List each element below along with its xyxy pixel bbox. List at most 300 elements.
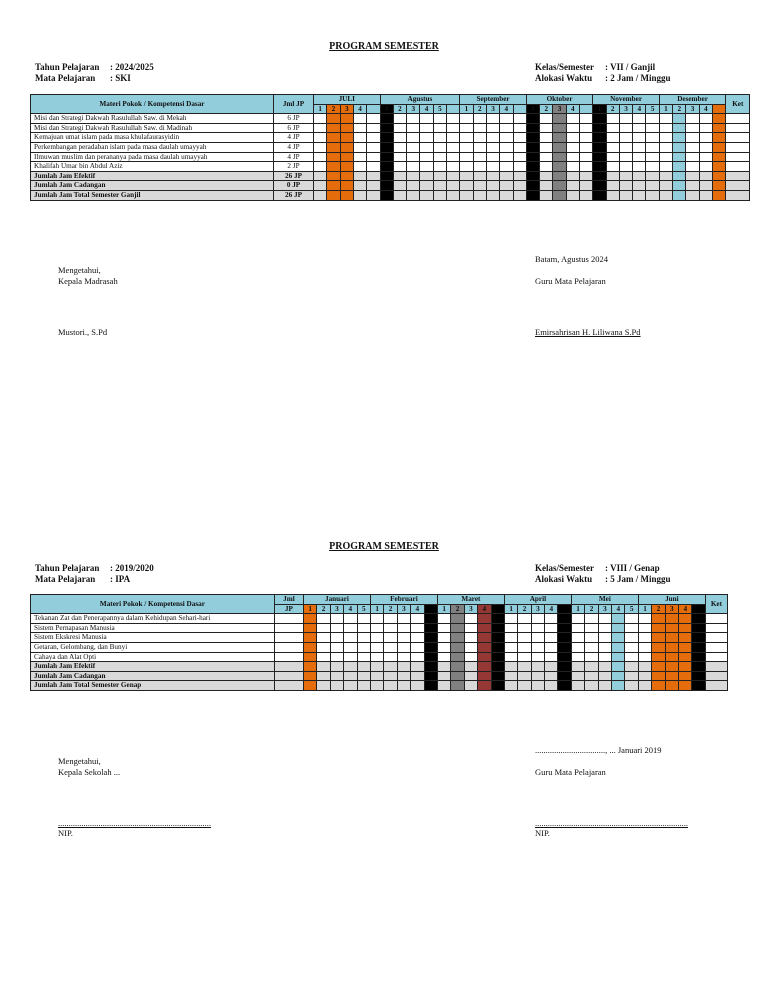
week-cell	[652, 642, 665, 652]
week-cell	[652, 662, 665, 672]
week-cell	[500, 152, 513, 162]
week-cell	[571, 662, 584, 672]
week-cell	[545, 662, 558, 672]
week-cell	[713, 171, 726, 181]
week-cell	[699, 181, 712, 191]
materi-cell: Misi dan Strategi Dakwah Rasulullah Saw. di Mekah	[31, 114, 274, 124]
week-header: 3	[598, 604, 611, 614]
week-cell	[579, 181, 592, 191]
week-cell	[451, 662, 464, 672]
week-cell	[407, 133, 420, 143]
week-cell	[464, 614, 477, 624]
week-cell	[327, 152, 340, 162]
kelas-label: Kelas/Semester	[535, 563, 594, 573]
week-cell	[598, 671, 611, 681]
week-cell	[553, 114, 566, 124]
jp-cell	[274, 642, 303, 652]
week-cell	[518, 681, 531, 691]
week-cell	[330, 662, 343, 672]
week-cell	[411, 633, 424, 643]
week-cell	[638, 623, 651, 633]
week-cell	[598, 681, 611, 691]
week-cell	[491, 633, 504, 643]
week-cell	[540, 123, 553, 133]
week-cell	[353, 133, 366, 143]
week-cell	[317, 662, 330, 672]
week-cell	[500, 123, 513, 133]
week-cell	[625, 671, 638, 681]
week-cell	[526, 114, 539, 124]
week-header: 1	[638, 604, 651, 614]
table-row	[31, 162, 750, 172]
jp-cell	[274, 652, 303, 662]
ket-cell	[705, 614, 727, 624]
week-cell	[526, 123, 539, 133]
week-cell	[393, 133, 406, 143]
week-header	[713, 104, 726, 114]
week-cell	[566, 133, 579, 143]
week-cell	[327, 190, 340, 200]
week-cell	[619, 142, 632, 152]
week-cell	[317, 623, 330, 633]
month-header: Juni	[638, 595, 705, 605]
week-cell	[370, 681, 383, 691]
week-cell	[713, 133, 726, 143]
week-header: 1	[314, 104, 327, 114]
week-cell	[545, 633, 558, 643]
week-cell	[625, 642, 638, 652]
week-cell	[367, 142, 380, 152]
week-cell	[612, 662, 625, 672]
week-cell	[646, 171, 659, 181]
week-cell	[513, 114, 526, 124]
week-cell	[504, 662, 517, 672]
week-cell	[686, 142, 699, 152]
doc2-place-date: ................................., ... Januari 2019	[535, 745, 662, 755]
week-header: 2	[585, 604, 598, 614]
alokasi-label: Alokasi Waktu	[535, 73, 593, 83]
week-cell	[357, 681, 370, 691]
week-cell	[513, 152, 526, 162]
week-cell	[553, 190, 566, 200]
week-cell	[571, 681, 584, 691]
week-cell	[593, 181, 606, 191]
week-cell	[558, 633, 571, 643]
week-header: 5	[433, 104, 446, 114]
materi-cell: Sistem Pernapasan Manusia	[31, 623, 275, 633]
week-header: 1	[526, 104, 539, 114]
week-cell	[545, 623, 558, 633]
week-cell	[340, 181, 353, 191]
ket-cell	[705, 671, 727, 681]
week-cell	[638, 652, 651, 662]
month-header: Agustus	[380, 95, 460, 105]
week-cell	[518, 633, 531, 643]
week-cell	[384, 652, 397, 662]
week-cell	[571, 642, 584, 652]
week-cell	[526, 171, 539, 181]
week-cell	[545, 652, 558, 662]
week-cell	[473, 181, 486, 191]
week-cell	[437, 614, 450, 624]
table-row	[31, 114, 750, 124]
doc1-info-left	[35, 62, 154, 84]
week-header: 5	[646, 104, 659, 114]
week-cell	[314, 171, 327, 181]
week-cell	[317, 652, 330, 662]
week-cell	[692, 623, 705, 633]
doc1-info-right	[535, 62, 671, 84]
week-header: 1	[303, 604, 316, 614]
week-cell	[713, 114, 726, 124]
week-cell	[460, 123, 473, 133]
week-cell	[500, 181, 513, 191]
week-cell	[486, 152, 499, 162]
week-cell	[598, 623, 611, 633]
week-cell	[424, 671, 437, 681]
week-cell	[699, 171, 712, 181]
week-cell	[473, 142, 486, 152]
week-cell	[692, 614, 705, 624]
week-cell	[303, 652, 316, 662]
week-cell	[491, 681, 504, 691]
week-cell	[531, 662, 544, 672]
week-cell	[646, 142, 659, 152]
week-cell	[553, 152, 566, 162]
week-cell	[380, 162, 393, 172]
week-cell	[411, 662, 424, 672]
week-cell	[558, 681, 571, 691]
week-cell	[513, 123, 526, 133]
week-cell	[598, 614, 611, 624]
week-cell	[317, 642, 330, 652]
week-cell	[407, 171, 420, 181]
week-cell	[340, 162, 353, 172]
week-cell	[420, 114, 433, 124]
week-cell	[464, 652, 477, 662]
materi-cell: Tekanan Zat dan Penerapannya dalam Kehidupan Sehari-hari	[31, 614, 275, 624]
week-cell	[353, 152, 366, 162]
week-cell	[353, 162, 366, 172]
week-cell	[330, 681, 343, 691]
week-cell	[625, 662, 638, 672]
week-cell	[407, 114, 420, 124]
week-cell	[407, 162, 420, 172]
week-cell	[553, 162, 566, 172]
week-cell	[679, 623, 692, 633]
week-cell	[314, 181, 327, 191]
week-cell	[665, 614, 678, 624]
ket-cell	[705, 662, 727, 672]
week-cell	[625, 623, 638, 633]
week-cell	[633, 152, 646, 162]
week-cell	[646, 190, 659, 200]
week-cell	[504, 623, 517, 633]
week-cell	[699, 114, 712, 124]
month-header: Oktober	[526, 95, 592, 105]
week-header	[491, 604, 504, 614]
week-header	[692, 604, 705, 614]
week-cell	[460, 181, 473, 191]
week-cell	[370, 623, 383, 633]
week-cell	[327, 114, 340, 124]
week-header: 3	[686, 104, 699, 114]
week-cell	[437, 642, 450, 652]
tahun-label: Tahun Pelajaran	[35, 62, 100, 72]
week-cell	[619, 171, 632, 181]
week-cell	[380, 190, 393, 200]
week-header: 4	[500, 104, 513, 114]
week-cell	[513, 162, 526, 172]
week-cell	[679, 652, 692, 662]
week-header: 1	[460, 104, 473, 114]
month-header: November	[593, 95, 660, 105]
week-cell	[397, 623, 410, 633]
week-cell	[420, 190, 433, 200]
week-cell	[659, 123, 672, 133]
week-cell	[566, 181, 579, 191]
materi-cell: Ilmuwan muslim dan perananya pada masa daulah umayyah	[31, 152, 274, 162]
mapel-value: : IPA	[110, 574, 131, 584]
week-cell	[540, 181, 553, 191]
week-cell	[327, 181, 340, 191]
week-cell	[673, 181, 686, 191]
week-cell	[397, 671, 410, 681]
week-cell	[673, 142, 686, 152]
week-cell	[619, 162, 632, 172]
week-cell	[317, 633, 330, 643]
week-cell	[593, 123, 606, 133]
week-cell	[606, 142, 619, 152]
week-header: 2	[327, 104, 340, 114]
week-cell	[424, 633, 437, 643]
jp-cell: 4 JP	[274, 152, 314, 162]
week-cell	[659, 171, 672, 181]
week-cell	[314, 152, 327, 162]
week-cell	[344, 633, 357, 643]
week-header: 4	[679, 604, 692, 614]
week-cell	[692, 681, 705, 691]
week-cell	[713, 181, 726, 191]
week-cell	[566, 190, 579, 200]
week-header: 5	[625, 604, 638, 614]
tahun-value: : 2024/2025	[110, 62, 154, 72]
week-cell	[692, 633, 705, 643]
week-cell	[545, 681, 558, 691]
doc2-nip-left: NIP.	[58, 828, 73, 838]
week-cell	[384, 623, 397, 633]
week-cell	[486, 114, 499, 124]
week-cell	[531, 633, 544, 643]
table-row	[31, 652, 728, 662]
week-cell	[652, 614, 665, 624]
jp-cell	[274, 633, 303, 643]
week-cell	[433, 181, 446, 191]
week-cell	[531, 642, 544, 652]
week-header: 3	[397, 604, 410, 614]
jp-cell: 26 JP	[274, 190, 314, 200]
jp-cell: 26 JP	[274, 171, 314, 181]
week-cell	[340, 152, 353, 162]
ket-cell	[705, 633, 727, 643]
week-cell	[593, 162, 606, 172]
week-cell	[646, 181, 659, 191]
week-cell	[553, 181, 566, 191]
week-cell	[579, 171, 592, 181]
week-header: 3	[531, 604, 544, 614]
week-cell	[612, 671, 625, 681]
week-cell	[553, 142, 566, 152]
week-cell	[679, 681, 692, 691]
materi-cell: Kemajuan umat islam pada masa khulafaurasyidin	[31, 133, 274, 143]
week-cell	[367, 162, 380, 172]
week-cell	[619, 123, 632, 133]
week-cell	[646, 114, 659, 124]
week-cell	[625, 652, 638, 662]
week-cell	[330, 652, 343, 662]
week-cell	[447, 162, 460, 172]
week-header: 1	[571, 604, 584, 614]
week-cell	[451, 671, 464, 681]
week-cell	[344, 671, 357, 681]
week-cell	[606, 114, 619, 124]
week-cell	[566, 114, 579, 124]
week-cell	[486, 171, 499, 181]
week-cell	[460, 133, 473, 143]
week-cell	[367, 123, 380, 133]
week-cell	[397, 681, 410, 691]
week-cell	[504, 633, 517, 643]
week-header	[367, 104, 380, 114]
week-cell	[424, 652, 437, 662]
week-cell	[679, 642, 692, 652]
week-header: 3	[330, 604, 343, 614]
week-cell	[531, 681, 544, 691]
week-cell	[447, 181, 460, 191]
week-cell	[699, 152, 712, 162]
week-cell	[619, 152, 632, 162]
week-cell	[473, 162, 486, 172]
week-cell	[500, 190, 513, 200]
week-cell	[473, 152, 486, 162]
week-cell	[420, 171, 433, 181]
week-cell	[692, 642, 705, 652]
week-cell	[357, 642, 370, 652]
week-cell	[478, 633, 491, 643]
week-cell	[486, 133, 499, 143]
week-cell	[612, 633, 625, 643]
jp-cell	[274, 671, 303, 681]
ket-cell	[705, 652, 727, 662]
table-row	[31, 681, 728, 691]
week-cell	[673, 152, 686, 162]
week-cell	[424, 623, 437, 633]
week-cell	[633, 181, 646, 191]
week-cell	[633, 171, 646, 181]
week-cell	[500, 114, 513, 124]
week-cell	[344, 614, 357, 624]
week-cell	[460, 142, 473, 152]
week-cell	[686, 171, 699, 181]
week-cell	[713, 142, 726, 152]
week-cell	[673, 190, 686, 200]
week-cell	[540, 171, 553, 181]
week-cell	[370, 662, 383, 672]
week-cell	[486, 190, 499, 200]
week-cell	[665, 662, 678, 672]
week-cell	[504, 681, 517, 691]
jp-cell: 4 JP	[274, 133, 314, 143]
week-cell	[612, 642, 625, 652]
jp-cell	[274, 623, 303, 633]
week-cell	[665, 623, 678, 633]
week-cell	[420, 133, 433, 143]
week-cell	[433, 142, 446, 152]
week-cell	[545, 614, 558, 624]
week-cell	[340, 123, 353, 133]
month-header: September	[460, 95, 526, 105]
week-cell	[330, 642, 343, 652]
doc2-title: PROGRAM SEMESTER	[329, 541, 439, 552]
week-cell	[393, 123, 406, 133]
week-cell	[553, 133, 566, 143]
month-header: Desember	[659, 95, 726, 105]
week-cell	[397, 652, 410, 662]
week-cell	[679, 614, 692, 624]
week-cell	[424, 662, 437, 672]
table-row	[31, 671, 728, 681]
table-row	[31, 662, 728, 672]
week-header: 3	[407, 104, 420, 114]
week-cell	[579, 142, 592, 152]
week-cell	[451, 633, 464, 643]
week-cell	[585, 671, 598, 681]
week-cell	[500, 171, 513, 181]
week-cell	[357, 633, 370, 643]
week-cell	[460, 162, 473, 172]
week-cell	[478, 623, 491, 633]
week-cell	[619, 133, 632, 143]
week-cell	[370, 652, 383, 662]
week-cell	[447, 142, 460, 152]
table-row	[31, 152, 750, 162]
week-cell	[633, 123, 646, 133]
week-header: 2	[384, 604, 397, 614]
week-cell	[357, 652, 370, 662]
week-cell	[384, 681, 397, 691]
week-cell	[478, 681, 491, 691]
week-header: 2	[540, 104, 553, 114]
week-header: 4	[633, 104, 646, 114]
week-cell	[447, 133, 460, 143]
week-cell	[545, 671, 558, 681]
week-cell	[673, 133, 686, 143]
week-cell	[513, 133, 526, 143]
week-cell	[327, 171, 340, 181]
week-header: 4	[699, 104, 712, 114]
week-cell	[571, 671, 584, 681]
week-cell	[340, 114, 353, 124]
week-cell	[330, 633, 343, 643]
week-cell	[526, 133, 539, 143]
week-cell	[370, 633, 383, 643]
week-cell	[464, 633, 477, 643]
week-cell	[407, 123, 420, 133]
week-header: 4	[420, 104, 433, 114]
week-cell	[393, 190, 406, 200]
week-cell	[540, 142, 553, 152]
week-cell	[447, 114, 460, 124]
